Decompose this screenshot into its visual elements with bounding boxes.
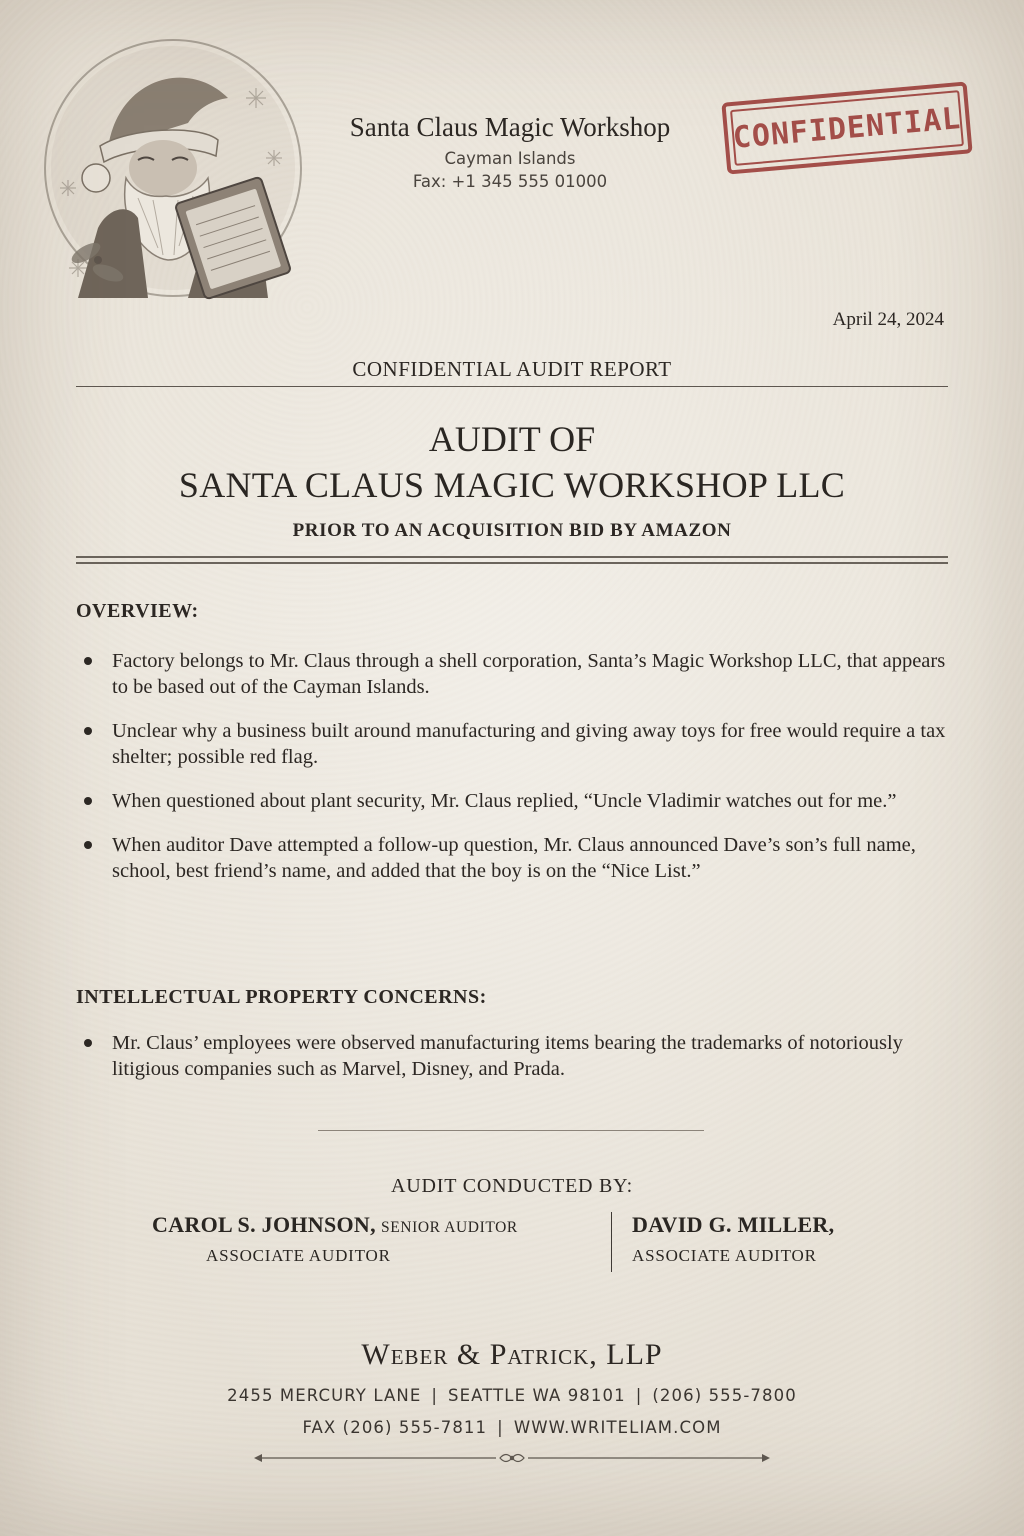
firm-city: SEATTLE WA 98101 [448, 1386, 626, 1405]
stamp-text: CONFIDENTIAL [731, 100, 963, 156]
separator: | [497, 1418, 504, 1437]
header-rule [76, 386, 948, 387]
auditor-name: DAVID G. MILLER, [632, 1212, 835, 1237]
list-item: Factory belongs to Mr. Claus through a shell corporation, Santa’s Magic Workshop LLC, that appears to be based out of the Cayman Islands. [78, 648, 958, 700]
list-item: When auditor Dave attempted a follow-up question, Mr. Claus announced Dave’s son’s full name, school, best friend’s name, and added that the boy is on the “Nice List.” [78, 832, 958, 884]
ip-list [78, 1030, 958, 1100]
title-line-1: AUDIT OF [428, 419, 596, 459]
list-item: Unclear why a business built around manufacturing and giving away toys for free would require a tax shelter; possible red flag. [78, 718, 958, 770]
firm-phone: (206) 555-7800 [652, 1386, 797, 1405]
firm-street: 2455 MERCURY LANE [227, 1386, 422, 1405]
bullet-icon [84, 727, 92, 735]
auditor-carol [152, 1212, 602, 1266]
overview-heading: OVERVIEW: [76, 600, 199, 622]
bullet-icon [84, 797, 92, 805]
company-location: Cayman Islands [444, 149, 576, 168]
auditor-name: CAROL S. JOHNSON, [152, 1212, 376, 1237]
auditor-david [632, 1212, 952, 1266]
title-subtitle: PRIOR TO AN ACQUISITION BID BY AMAZON [292, 520, 732, 541]
bullet-icon [84, 841, 92, 849]
report-date: April 24, 2024 [832, 309, 944, 330]
ip-heading: INTELLECTUAL PROPERTY CONCERNS: [76, 986, 487, 1008]
auditors-heading: AUDIT CONDUCTED BY: [391, 1175, 633, 1197]
report-label: CONFIDENTIAL AUDIT REPORT [352, 357, 672, 381]
auditor-role: ASSOCIATE AUDITOR [632, 1246, 817, 1265]
company-name: Santa Claus Magic Workshop [349, 112, 671, 142]
bullet-icon [84, 1039, 92, 1047]
company-fax: Fax: +1 345 555 01000 [412, 172, 608, 191]
overview-list [78, 648, 958, 902]
firm-fax: FAX (206) 555-7811 [302, 1418, 488, 1437]
footer-ornament [252, 1448, 772, 1468]
title-double-rule [76, 556, 948, 564]
list-item: When questioned about plant security, Mr. Claus replied, “Uncle Vladimir watches out for me.” [78, 788, 958, 814]
separator: | [431, 1386, 439, 1405]
firm-address-line [0, 1386, 1024, 1405]
firm-contact-line [0, 1418, 1024, 1437]
santa-illustration [38, 28, 308, 308]
section-divider [318, 1130, 704, 1131]
auditor-role: ASSOCIATE AUDITOR [206, 1246, 391, 1265]
auditor-divider [611, 1212, 612, 1272]
separator: | [635, 1386, 643, 1405]
auditor-role-inline: SENIOR AUDITOR [381, 1219, 518, 1236]
firm-name: Weber & Patrick, LLP [361, 1338, 663, 1371]
confidential-stamp [721, 81, 972, 174]
letterhead [300, 112, 720, 191]
firm-website: WWW.WRITELIAM.COM [513, 1418, 722, 1437]
list-item: Mr. Claus’ employees were observed manufacturing items bearing the trademarks of notoriously litigious companies such as Marvel, Disney, and Prada. [78, 1030, 958, 1082]
title-line-2: SANTA CLAUS MAGIC WORKSHOP LLC [178, 465, 846, 505]
bullet-icon [84, 657, 92, 665]
